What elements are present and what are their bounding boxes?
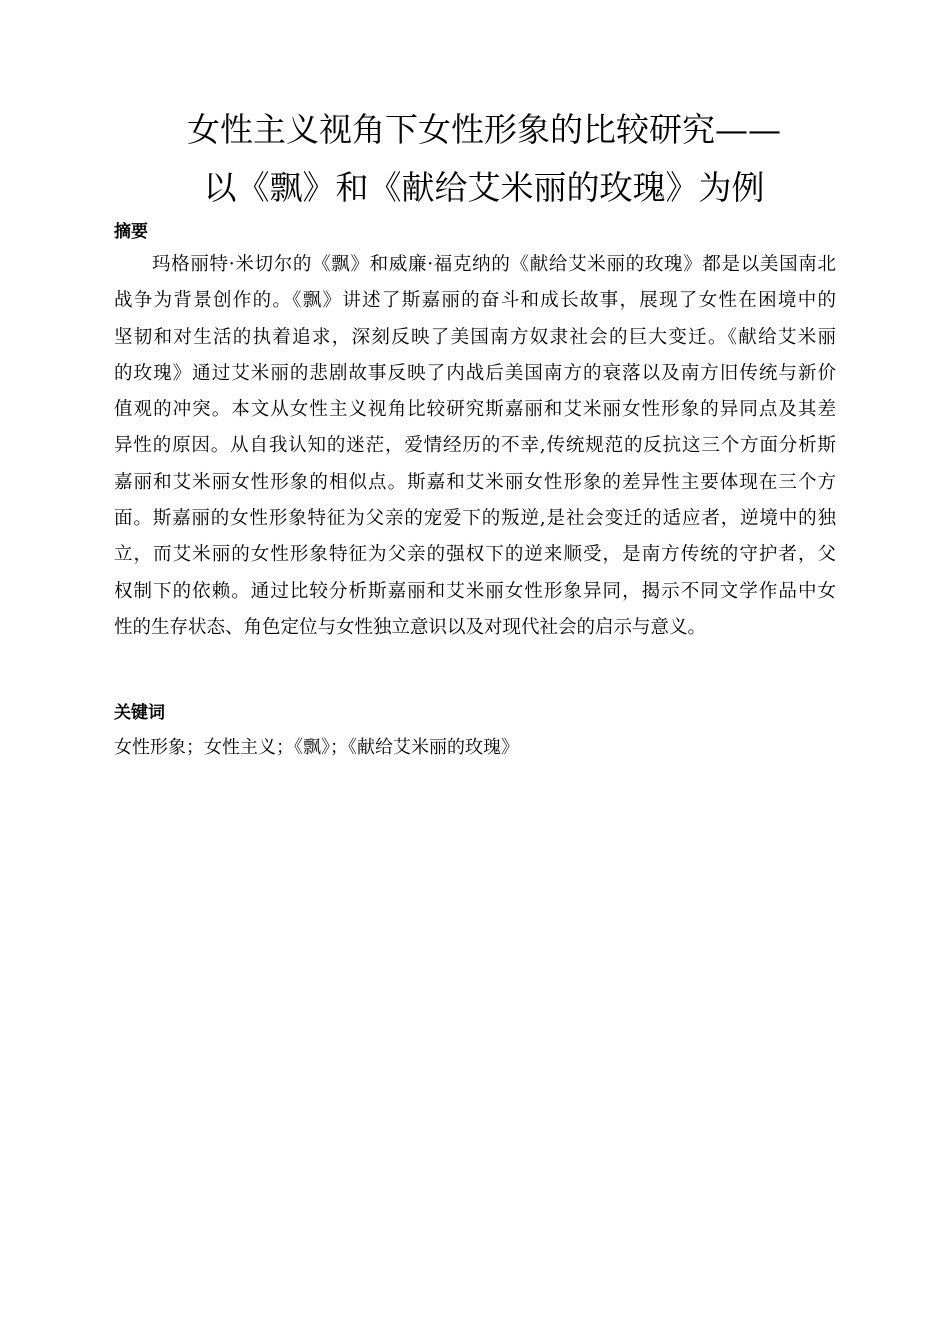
title-line-2: 以《飘》和《献给艾米丽的玫瑰》为例 — [203, 168, 765, 207]
abstract-line: 值观的冲突。本文从女性主义视角比较研究斯嘉丽和艾米丽女性形象的异同点及其差 — [114, 399, 836, 421]
abstract-line: 的玫瑰》通过艾米丽的悲剧故事反映了内战后美国南方的衰落以及南方旧传统与新价 — [114, 362, 836, 384]
keywords-heading: 关键词 — [114, 703, 165, 723]
abstract-line: 权制下的依赖。通过比较分析斯嘉丽和艾米丽女性形象异同，揭示不同文学作品中女 — [114, 580, 836, 602]
abstract-line: 坚韧和对生活的执着追求，深刻反映了美国南方奴隶社会的巨大变迁。《献给艾米丽 — [114, 326, 836, 348]
abstract-line: 立，而艾米丽的女性形象特征为父亲的强权下的逆来顺受，是南方传统的守护者，父 — [114, 544, 836, 566]
abstract-heading: 摘要 — [114, 222, 148, 242]
title-line-1: 女性主义视角下女性形象的比较研究—— — [187, 110, 781, 149]
abstract-line: 战争为背景创作的。《飘》讲述了斯嘉丽的奋斗和成长故事，展现了女性在困境中的 — [114, 290, 836, 312]
abstract-body — [114, 250, 836, 649]
abstract-line: 异性的原因。从自我认知的迷茫，爱情经历的不幸,传统规范的反抗这三个方面分析斯 — [114, 435, 836, 457]
abstract-line: 面。斯嘉丽的女性形象特征为父亲的宠爱下的叛逆,是社会变迁的适应者，逆境中的独 — [114, 508, 836, 530]
abstract-line: 嘉丽和艾米丽女性形象的相似点。斯嘉和艾米丽女性形象的差异性主要体现在三个方 — [114, 471, 836, 493]
keywords-text: 女性形象；女性主义；《飘》；《献给艾米丽的玫瑰》 — [114, 737, 519, 758]
abstract-line: 性的生存状态、角色定位与女性独立意识以及对现代社会的启示与意义。 — [114, 616, 707, 638]
abstract-line: 玛格丽特·米切尔的《飘》和威廉·福克纳的《献给艾米丽的玫瑰》都是以美国南北 — [152, 254, 836, 275]
